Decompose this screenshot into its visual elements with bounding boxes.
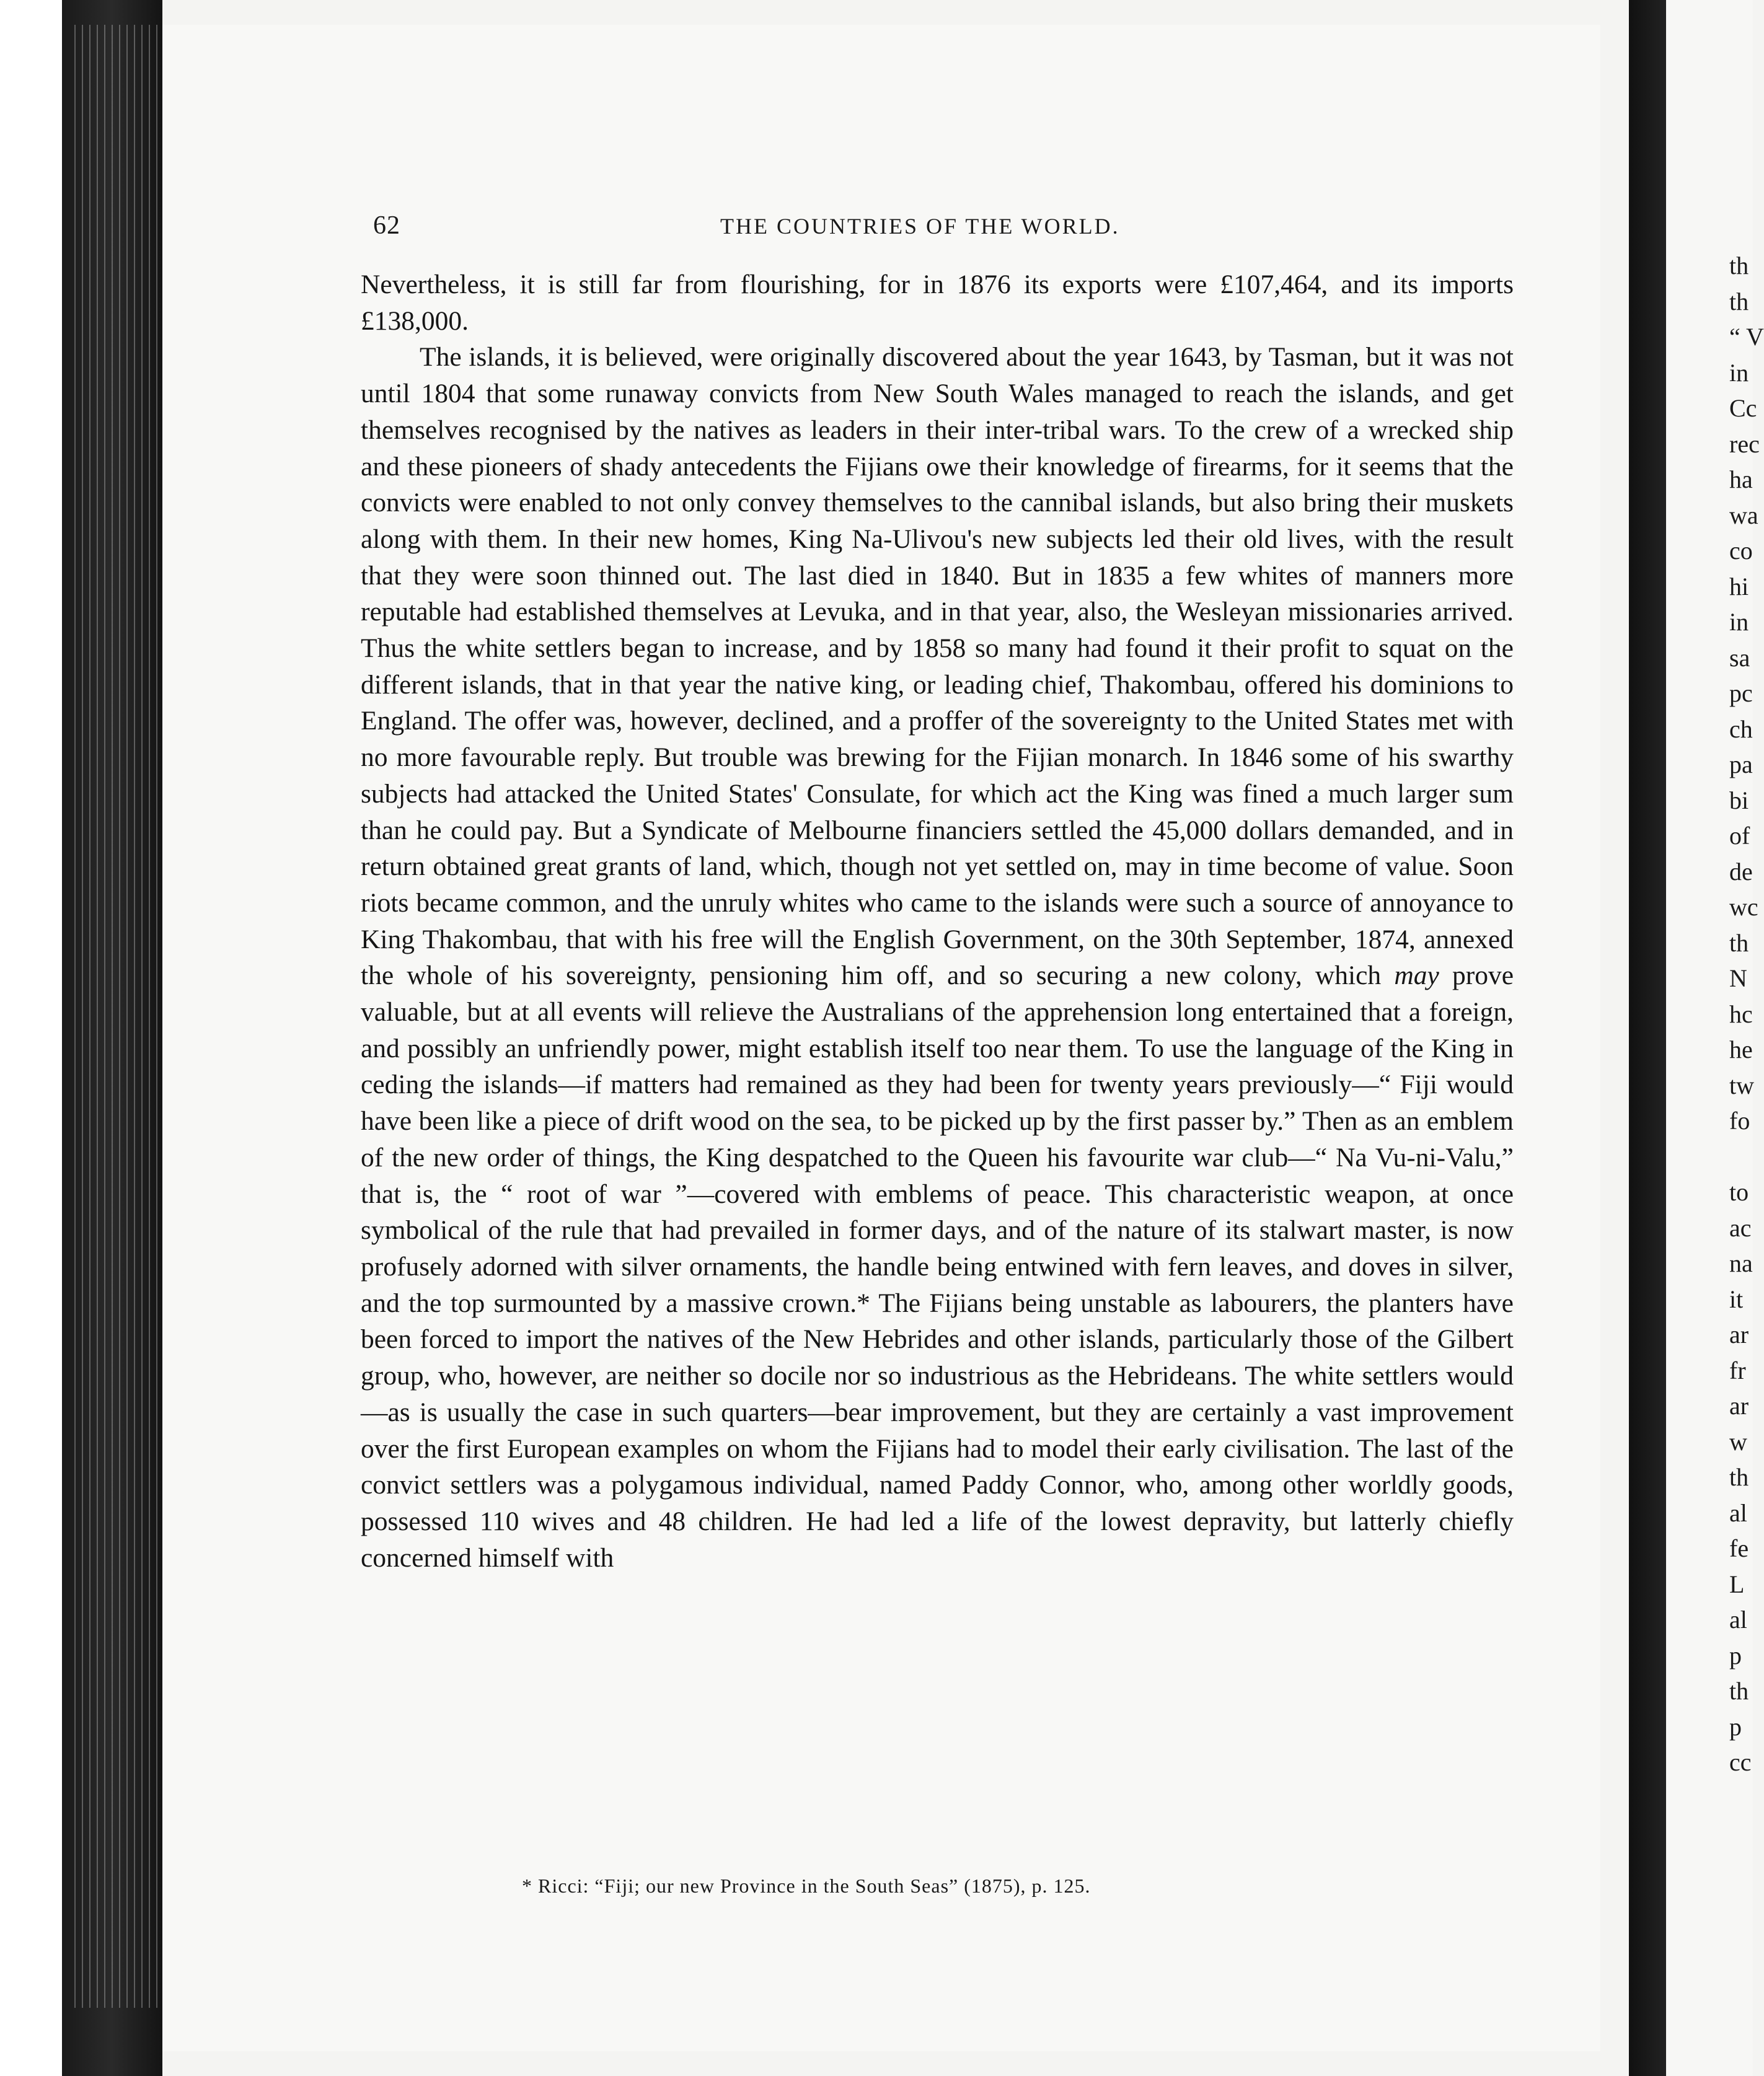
- facing-page-fragment: w: [1729, 1427, 1747, 1456]
- facing-page-fragment: p: [1729, 1712, 1742, 1741]
- facing-page-fragment: p: [1729, 1641, 1742, 1669]
- facing-page-fragment: de: [1729, 857, 1753, 886]
- facing-page-fragment: co: [1729, 537, 1753, 565]
- facing-page-fragment: Cc: [1729, 394, 1757, 422]
- facing-page-fragment: al: [1729, 1606, 1747, 1634]
- facing-page-fragment: ch: [1729, 715, 1753, 743]
- facing-page-fragment: N: [1729, 964, 1747, 992]
- facing-page-fragment: L: [1729, 1570, 1745, 1598]
- facing-page-fragment: bi: [1729, 786, 1749, 814]
- facing-page-fragment: th: [1729, 928, 1749, 957]
- facing-page-fragment: of: [1729, 822, 1750, 850]
- facing-page-fragment: pc: [1729, 679, 1753, 707]
- facing-page-fragment: [1729, 1139, 1753, 1175]
- page-edge-lines: [68, 25, 161, 2008]
- book-page: [162, 25, 1600, 2051]
- facing-page-fragment: to: [1729, 1178, 1749, 1206]
- facing-page-fragment: th: [1729, 1463, 1749, 1491]
- facing-page-fragment: he: [1729, 1036, 1753, 1063]
- facing-page-fragment: wa: [1729, 501, 1758, 529]
- facing-page-fragment: rec: [1729, 429, 1760, 458]
- facing-page-fragment: th: [1729, 252, 1749, 279]
- paragraph-text: prove valuable, but at all events will relieve the Australians of the apprehension long entertained that a foreign, and possibly an unfriendly power, might establish itself too near them. To use the language of the King in ceding the islands—if matters had remained as they had been for twenty years previously—“ Fiji would have been like a piece of drift wood on the sea, to be picked up by the first passer by.” Then as an emblem of the new order of things, the King despatched to the Queen his favourite war club—“ Na Vu-ni-Valu,” that is, the “ root of war ”—covered with emblems of peace. This characteristic weapon, at once symbolical of the rule that had prevailed in former days, and of the nature of its stalwart master, is now profusely adorned with silver ornaments, the handle being entwined with fern leaves, and doves in silver, and the top surmounted by a massive crown.* The Fijians being unstable as labourers, the planters have been forced to import the natives of the New Hebrides and other islands, particularly those of the Gilbert group, who, however, are neither so docile nor so industrious as the Hebrideans. The white settlers would—as is usually the case in such quarters—bear improvement, but they are certainly a vast improvement over the first European examples on whom the Fijians had to model their early civilisation. The last of the convict settlers was a polygamous individual, named Paddy Connor, who, among other worldly goods, possessed 110 wives and 48 children. He had led a life of the lowest depravity, but latterly chiefly concerned himself with: [361, 961, 1514, 1573]
- facing-page-fragment: al: [1729, 1498, 1747, 1527]
- facing-page-fragment: na: [1729, 1249, 1753, 1277]
- facing-page-fragment: hc: [1729, 1000, 1753, 1028]
- body-text: [361, 266, 1514, 1576]
- facing-page-fragment: hi: [1729, 572, 1749, 600]
- facing-page-text-fragments: [1729, 248, 1764, 1780]
- facing-page-fragment: fr: [1729, 1356, 1746, 1384]
- facing-page-fragment: wc: [1729, 893, 1758, 921]
- facing-page-fragment: th: [1729, 1677, 1749, 1705]
- paragraph: [361, 339, 1514, 1576]
- page-header: [162, 211, 1600, 248]
- facing-page-fragment: fe: [1729, 1534, 1749, 1562]
- facing-page-fragment: in: [1729, 608, 1749, 636]
- paragraph-text: The islands, it is believed, were originally discovered about the year 1643, by Tasman, but it was not until 1804 that some runaway convicts from New South Wales managed to reach the islands, and get themselves recognised by the natives as leaders in their inter-tribal wars. To the crew of a wrecked ship and these pioneers of shady antecedents the Fijians owe their knowledge of firearms, for it seems that the convicts were enabled to not only convey themselves to the cannibal islands, but also bring their muskets along with them. In their new homes, King Na-Ulivou's new subjects led their old lives, with the result that they were soon thinned out. The last died in 1840. But in 1835 a few whites of manners more reputable had established themselves at Levuka, and in that year, also, the Wesleyan missionaries arrived. Thus the white settlers began to increase, and by 1858 so many had found it their profit to squat on the different islands, that in that year the native king, or leading chief, Thakombau, offered his dominions to England. The offer was, however, declined, and a proffer of the sovereignty to the United States met with no more favourable reply. But trouble was brewing for the Fijian monarch. In 1846 some of his swarthy subjects had attacked the United States' Consulate, for which act the King was fined a much larger sum than he could pay. But a Syndicate of Melbourne financiers settled the 45,000 dollars demanded, and in return obtained great grants of land, which, though not yet settled on, may in time become of value. Soon riots became common, and the unruly whites who came to the islands were such a source of annoyance to King Thakombau, that with his free will the English Government, on the 30th September, 1874, annexed the whole of his sovereignty, pensioning him off, and so securing a new colony, which: [361, 342, 1514, 991]
- facing-page-fragment: th: [1729, 287, 1749, 315]
- paragraph: Nevertheless, it is still far from flourishing, for in 1876 its exports were £107,464, and its imports £138,000.: [361, 270, 1514, 336]
- facing-page-fragment: in: [1729, 358, 1749, 387]
- running-head: THE COUNTRIES OF THE WORLD.: [720, 214, 1120, 239]
- facing-page-fragment: it: [1729, 1285, 1744, 1313]
- page-number: 62: [373, 211, 400, 240]
- emphasis-word: may: [1394, 961, 1439, 991]
- facing-page-fragment: ar: [1729, 1321, 1749, 1348]
- facing-page-fragment: ar: [1729, 1392, 1749, 1420]
- facing-page-fragment: fo: [1729, 1107, 1750, 1135]
- facing-page-fragment: ha: [1729, 465, 1753, 493]
- facing-page-fragment: sa: [1729, 643, 1750, 672]
- facing-page-fragment: cc: [1729, 1748, 1752, 1776]
- facing-page-fragment: tw: [1729, 1071, 1754, 1099]
- facing-page-fragment: “ V: [1729, 323, 1764, 351]
- facing-page-fragment: ac: [1729, 1213, 1752, 1242]
- facing-page-fragment: pa: [1729, 750, 1753, 778]
- footnote: * Ricci: “Fiji; our new Province in the South Seas” (1875), p. 125.: [522, 1875, 1091, 1897]
